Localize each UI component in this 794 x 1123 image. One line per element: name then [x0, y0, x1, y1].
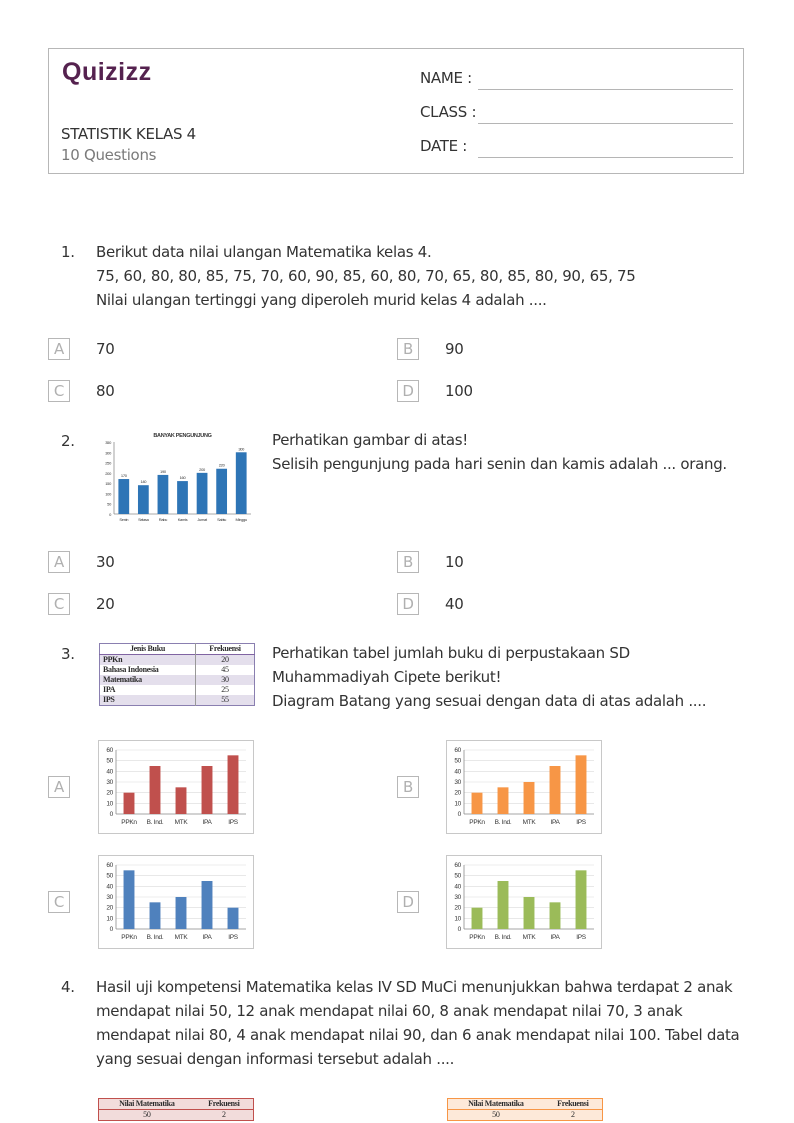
y-tick-label: 30 [454, 779, 461, 786]
option-d-box[interactable]: D [397, 380, 419, 402]
table-cell: 30 [221, 675, 229, 684]
data-label: 190 [160, 468, 166, 474]
question-line: Nilai ulangan tertinggi yang diperoleh murid kelas 4 adalah .... [96, 291, 547, 309]
bar [524, 897, 535, 929]
table-header: Nilai Matematika [468, 1099, 524, 1108]
option-b-text: 90 [445, 340, 464, 358]
y-tick-label: 0 [109, 811, 113, 818]
bar [177, 481, 188, 514]
y-tick-label: 40 [106, 768, 113, 776]
y-tick-label: 60 [106, 862, 113, 869]
y-tick-label: 40 [106, 883, 113, 891]
x-tick-label: MTK [522, 934, 536, 941]
option-c-box[interactable]: C [48, 380, 70, 402]
option-d-bar-chart[interactable] [446, 855, 602, 949]
y-tick-label: 30 [106, 779, 113, 786]
data-label: 300 [238, 446, 245, 452]
class-label: CLASS : [420, 103, 477, 121]
option-b-table[interactable] [447, 1098, 603, 1121]
x-tick-label: Senin [119, 517, 129, 522]
x-tick-label: IPS [576, 819, 586, 826]
y-tick-label: 100 [105, 491, 111, 497]
data-label: 160 [179, 475, 186, 481]
option-a-text: 30 [96, 553, 115, 571]
bar [176, 787, 187, 814]
y-tick-label: 50 [106, 757, 113, 765]
question-line: yang sesuai dengan informasi tersebut adalah .... [96, 1050, 455, 1068]
bar [118, 479, 129, 514]
y-tick-label: 150 [105, 481, 111, 487]
question-line: Diagram Batang yang sesuai dengan data di atas adalah .... [272, 692, 707, 710]
name-line [478, 89, 733, 90]
x-tick-label: PPKn [121, 819, 137, 826]
y-tick-label: 50 [106, 872, 113, 880]
x-tick-label: B. Ind. [146, 934, 164, 941]
bar [150, 766, 161, 814]
table-cell: 25 [221, 685, 229, 694]
y-tick-label: 0 [457, 811, 461, 818]
y-tick-label: 50 [454, 757, 461, 765]
question-text [272, 641, 706, 713]
book-frequency-table [99, 643, 255, 706]
y-tick-label: 40 [454, 768, 461, 776]
x-tick-label: MTK [174, 819, 188, 826]
question-line: Perhatikan tabel jumlah buku di perpustakaan SD [272, 644, 630, 662]
y-tick-label: 350 [105, 440, 111, 445]
table-cell: 50 [492, 1110, 500, 1119]
x-tick-label: B. Ind. [146, 819, 164, 826]
question-text [272, 428, 727, 476]
bar [158, 475, 169, 514]
y-tick-label: 10 [454, 915, 461, 923]
x-tick-label: IPA [202, 819, 212, 826]
y-tick-label: 60 [106, 747, 113, 754]
table-header: Jenis Buku [100, 644, 196, 655]
option-b-box[interactable]: B [397, 338, 419, 360]
x-tick-label: IPS [228, 934, 238, 941]
bar [138, 485, 149, 514]
y-tick-label: 0 [109, 926, 113, 933]
bar [472, 908, 483, 929]
table-cell: 2 [221, 1110, 226, 1119]
table-cell: 20 [221, 655, 229, 664]
y-tick-label: 50 [454, 872, 461, 880]
option-c-box[interactable]: C [48, 593, 70, 615]
question-text [96, 240, 636, 312]
quizizz-logo: Quizizz [62, 58, 152, 86]
y-tick-label: 50 [107, 501, 111, 507]
date-label: DATE : [420, 137, 468, 155]
table-cell: 50 [143, 1110, 151, 1119]
bar [124, 793, 135, 814]
x-tick-label: PPKn [121, 934, 137, 941]
table-cell: IPS [100, 695, 196, 706]
option-b-bar-chart[interactable] [446, 740, 602, 834]
option-a-table[interactable] [98, 1098, 254, 1121]
question-line: Hasil uji kompetensi Matematika kelas IV SD MuCi menunjukkan bahwa terdapat 2 anak [96, 978, 733, 996]
table-cell: IPA [100, 685, 196, 695]
option-b-box[interactable]: B [397, 551, 419, 573]
table-header: Nilai Matematika [119, 1099, 175, 1108]
bar [550, 766, 561, 814]
option-d-text: 40 [445, 595, 464, 613]
option-c-bar-chart[interactable] [98, 855, 254, 949]
x-tick-label: B. Ind. [494, 934, 512, 941]
y-tick-label: 0 [457, 926, 461, 933]
y-tick-label: 30 [454, 894, 461, 901]
table-cell: Bahasa Indonesia [100, 665, 196, 675]
question-line: Muhammadiyah Cipete berikut! [272, 668, 502, 686]
y-tick-label: 10 [454, 800, 461, 808]
bar [176, 897, 187, 929]
question-line: Perhatikan gambar di atas! [272, 431, 469, 449]
date-line [478, 157, 733, 158]
bar [197, 473, 208, 514]
y-tick-label: 10 [106, 800, 113, 808]
x-tick-label: IPA [550, 819, 560, 826]
bar [498, 881, 509, 929]
x-tick-label: Jumat [197, 517, 207, 522]
question-line: mendapat nilai 80, 4 anak mendapat nilai 90, dan 6 anak mendapat nilai 100. Tabel data [96, 1026, 740, 1044]
y-tick-label: 20 [454, 904, 461, 912]
bar [472, 793, 483, 814]
y-tick-label: 60 [454, 747, 461, 754]
option-a-box[interactable]: A [48, 776, 70, 798]
bar [550, 902, 561, 929]
option-a-bar-chart[interactable] [98, 740, 254, 834]
option-a-box[interactable]: A [48, 338, 70, 360]
option-a-text: 70 [96, 340, 115, 358]
y-tick-label: 300 [105, 450, 111, 456]
option-d-text: 100 [445, 382, 473, 400]
option-c-text: 80 [96, 382, 115, 400]
bar [576, 870, 587, 929]
bar [576, 755, 587, 814]
data-label: 220 [218, 462, 225, 468]
x-tick-label: PPKn [469, 819, 485, 826]
x-tick-label: B. Ind. [494, 819, 512, 826]
x-tick-label: Selasa [138, 517, 149, 522]
option-b-box[interactable]: B [397, 776, 419, 798]
x-tick-label: IPS [576, 934, 586, 941]
bar [150, 902, 161, 929]
x-tick-label: IPA [550, 934, 560, 941]
x-tick-label: MTK [174, 934, 188, 941]
table-header: Frekuensi [208, 1099, 240, 1108]
question-line: 75, 60, 80, 80, 85, 75, 70, 60, 90, 85, 60, 80, 70, 65, 80, 85, 80, 90, 65, 75 [96, 267, 636, 285]
x-tick-label: IPS [228, 819, 238, 826]
y-tick-label: 10 [106, 915, 113, 923]
bar [124, 870, 135, 929]
class-line [478, 123, 733, 124]
table-cell: 45 [221, 665, 229, 674]
data-label: 170 [120, 473, 127, 479]
bar [498, 787, 509, 814]
table-cell: PPKn [100, 655, 196, 666]
chart-title: BANYAK PENGUNJUNG [153, 433, 212, 439]
table-cell: 55 [221, 695, 229, 704]
table-header: Frekuensi [209, 644, 241, 653]
question-text [96, 975, 739, 1071]
option-d-box[interactable]: D [397, 891, 419, 913]
x-tick-label: Minggu [235, 517, 247, 522]
name-label: NAME : [420, 69, 472, 87]
data-label: 140 [140, 479, 147, 485]
option-c-box[interactable]: C [48, 891, 70, 913]
x-tick-label: IPA [202, 934, 212, 941]
table-cell: Matematika [100, 675, 196, 685]
y-tick-label: 30 [106, 894, 113, 901]
bar [202, 881, 213, 929]
bar [524, 782, 535, 814]
table-header: Frekuensi [557, 1099, 589, 1108]
option-d-box[interactable]: D [397, 593, 419, 615]
question-number: 1. [61, 243, 75, 261]
question-line: Selisih pengunjung pada hari senin dan kamis adalah ... orang. [272, 455, 727, 473]
data-label: 200 [199, 466, 205, 472]
y-tick-label: 20 [106, 904, 113, 912]
x-tick-label: PPKn [469, 934, 485, 941]
bar [228, 755, 239, 814]
bar [236, 452, 247, 514]
bar [216, 469, 227, 514]
y-tick-label: 200 [105, 470, 111, 476]
question-line: mendapat nilai 50, 12 anak mendapat nilai 60, 8 anak mendapat nilai 70, 3 anak [96, 1002, 683, 1020]
question-line: Berikut data nilai ulangan Matematika kelas 4. [96, 243, 432, 261]
x-tick-label: Sabtu [217, 517, 227, 522]
y-tick-label: 20 [106, 789, 113, 797]
bar [228, 908, 239, 929]
y-tick-label: 250 [105, 460, 111, 466]
visitor-bar-chart [96, 428, 256, 526]
worksheet-title: STATISTIK KELAS 4 [61, 125, 196, 143]
option-c-text: 20 [96, 595, 115, 613]
option-a-box[interactable]: A [48, 551, 70, 573]
bar [202, 766, 213, 814]
y-tick-label: 40 [454, 883, 461, 891]
x-tick-label: Rabu [158, 517, 168, 522]
y-tick-label: 20 [454, 789, 461, 797]
y-tick-label: 60 [454, 862, 461, 869]
option-b-text: 10 [445, 553, 464, 571]
question-number: 2. [61, 432, 75, 450]
x-tick-label: MTK [522, 819, 536, 826]
table-cell: 2 [570, 1110, 575, 1119]
x-tick-label: Kamis [177, 517, 188, 522]
question-number: 3. [61, 645, 75, 663]
question-count: 10 Questions [61, 146, 157, 164]
y-tick-label: 0 [109, 512, 111, 517]
question-number: 4. [61, 978, 75, 996]
